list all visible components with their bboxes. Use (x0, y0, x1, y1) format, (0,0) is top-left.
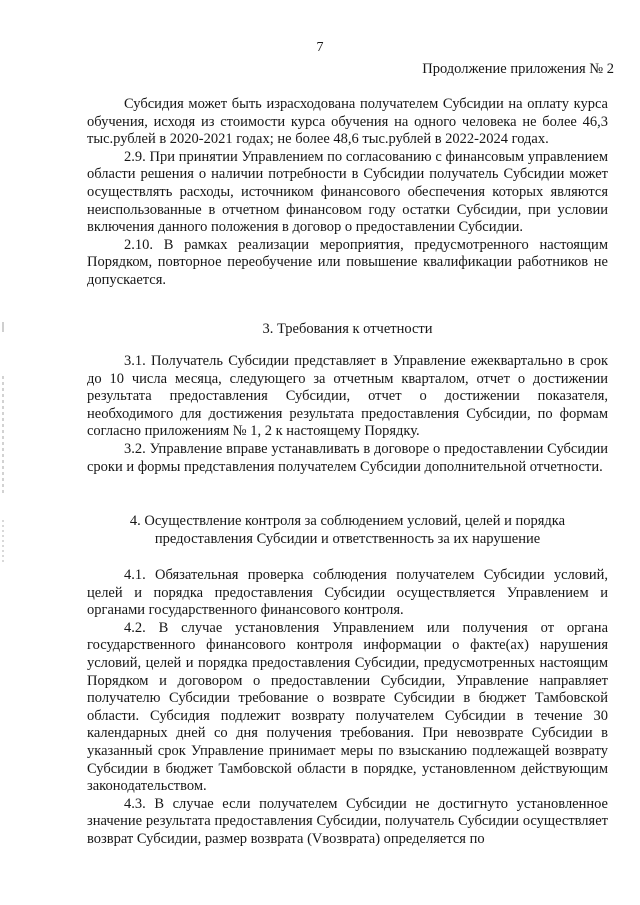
paragraph-4-2: 4.2. В случае установления Управлением или получения от органа государственного финансового контроля информации о факте(ах) нарушения условий, целей и порядка предоставления Субсидии, предусмотренных настоящим Порядком и договором о предоставлении Субсидии, Управление направляет получателю Субсидии требование о возврате Субсидии в бюджет Тамбовской области. Субсидия подлежит возврату получателем Субсидии в течение 30 календарных дней со дня получения требования. При невозврате Субсидии в указанный срок Управление принимает меры по взысканию подлежащей возврату Субсидии в бюджет Тамбовской области в порядке, установленном действующим законодательством. (87, 619, 608, 795)
paragraph-3-2: 3.2. Управление вправе устанавливать в договоре о предоставлении Субсидии сроки и формы представления получателем Субсидии дополнительной отчетности. (87, 440, 608, 475)
section-4-heading (87, 513, 608, 548)
paragraph-4-1: 4.1. Обязательная проверка соблюдения получателем Субсидии условий, целей и порядка предоставления Субсидии осуществляется Управлением и органами государственного финансового контроля. (87, 567, 608, 619)
section-4-heading-line-2: предоставления Субсидии и ответственность за их нарушение (154, 530, 541, 547)
scan-margin-mark (2, 376, 4, 494)
paragraph-2-9: 2.9. При принятии Управлением по согласованию с финансовым управлением области решения о наличии потребности в Субсидии получатель Субсидии может осуществлять расходы, источником финансового обеспечения которых являются неиспользованные в отчетном финансовом году остатки Субсидии, при условии включения данного положения в договор о предоставлении Субсидии. (87, 148, 608, 236)
appendix-continuation-note: Продолжение приложения № 2 (422, 61, 614, 77)
section-2-continuation (87, 96, 608, 290)
paragraph-3-1: 3.1. Получатель Субсидии представляет в Управление ежеквартально в срок до 10 числа месяца, следующего за отчетным кварталом, отчет о достижении результата предоставления Субсидии, отчет о достижении показателя, необходимого для достижения результата предоставления Субсидии, по формам согласно приложениям № 1, 2 к настоящему Порядку. (87, 353, 608, 440)
paragraph-2-10: 2.10. В рамках реализации мероприятия, предусмотренного настоящим Порядком, повторное переобучение или повышение квалификации работников не допускается. (87, 236, 608, 288)
page-number: 7 (316, 40, 324, 55)
section-3-heading: 3. Требования к отчетности (262, 321, 433, 337)
paragraph-4-3: 4.3. В случае если получателем Субсидии не достигнуто установленное значение результата предоставления Субсидии, получатель Субсидии осуществляет возврат Субсидии, размер возврата (Vвозврата) определяется по (87, 795, 608, 847)
paragraph-subsidy-usage: Субсидия может быть израсходована получателем Субсидии на оплату курса обучения, исходя из стоимости курса обучения на одного человека не более 46,3 тыс.рублей в 2020-2021 годах; не более 48,6 тыс.рублей в 2022-2024 годах. (87, 96, 608, 148)
scan-margin-mark (2, 322, 4, 332)
scan-margin-mark (2, 520, 4, 564)
section-4-heading-line-1: 4. Осуществление контроля за соблюдением условий, целей и порядка (129, 513, 566, 529)
section-3-body (87, 353, 608, 476)
section-4-body (87, 567, 608, 849)
